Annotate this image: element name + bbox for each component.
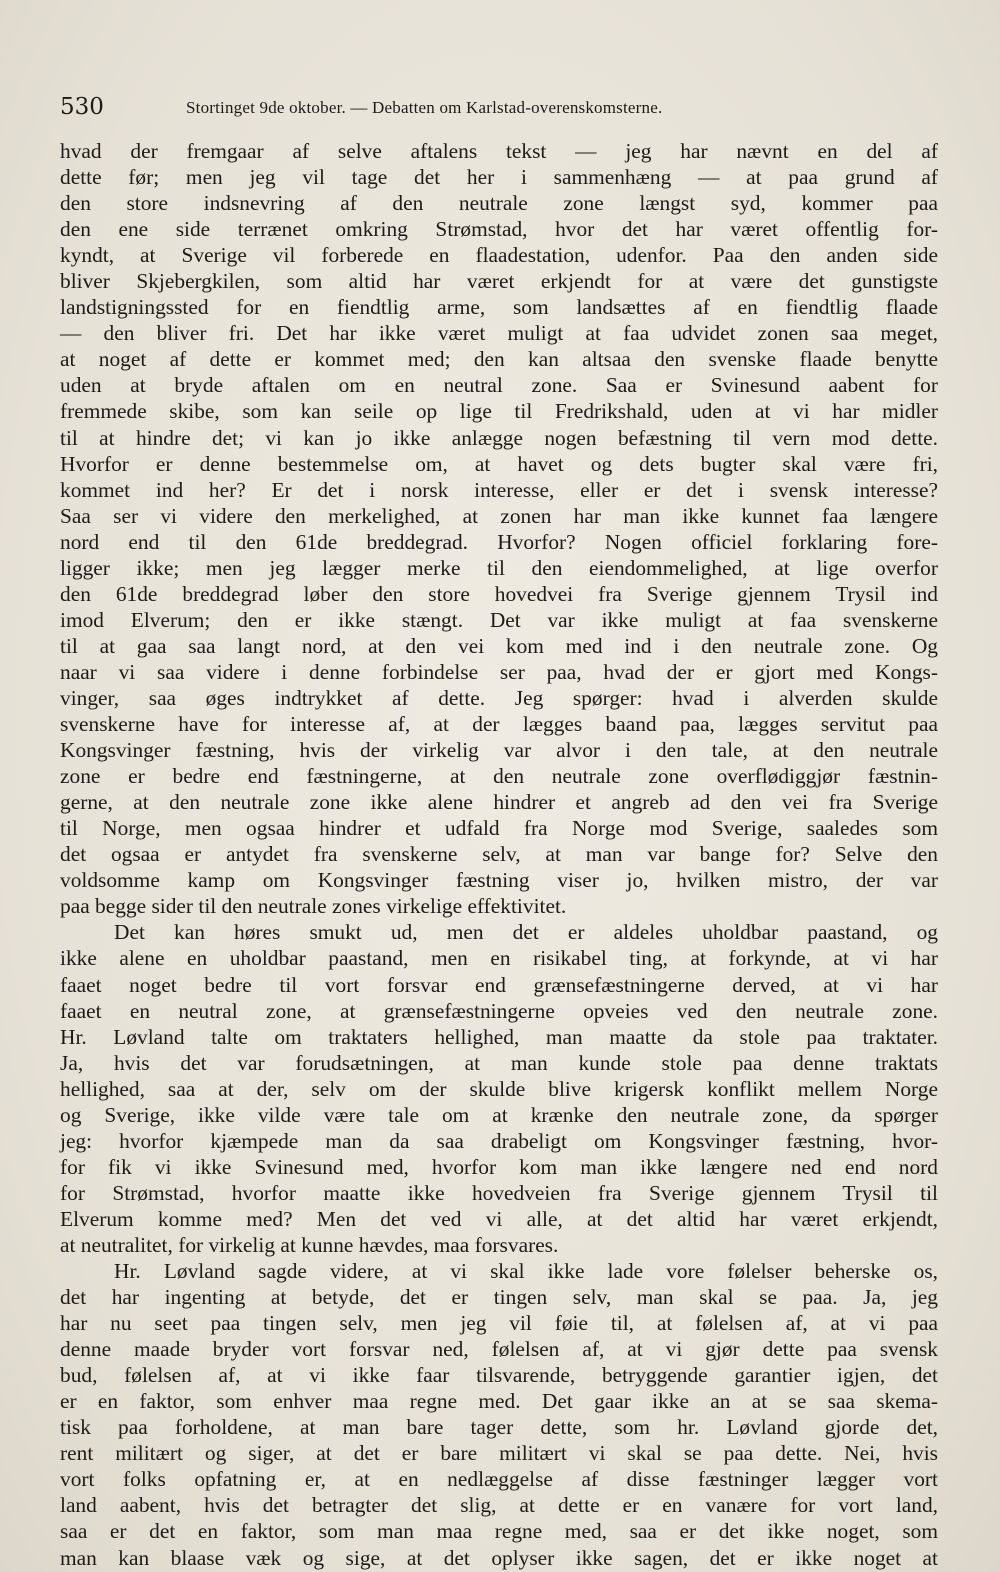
text-line: dette før; men jeg vil tage det her i sammenhæng — at paa grund af <box>60 165 938 190</box>
text-line: for fik vi ikke Svinesund med, hvorfor kom man ikke længere ned end nord <box>60 1154 938 1179</box>
text-line: svenskerne have for interesse af, at der lægges baand paa, lægges servitut paa <box>60 712 938 737</box>
text-line: til at hindre det; vi kan jo ikke anlægge nogen befæstning til vern mod dette. <box>60 425 938 450</box>
text-line: landstigningssted for en fiendtlig arme, som landsættes af en fiendtlig flaade <box>60 295 938 320</box>
text-line: for Strømstad, hvorfor maatte ikke hovedveien fra Sverige gjennem Trysil til <box>60 1180 938 1205</box>
text-line: det ogsaa er antydet fra svenskerne selv, at man var bange for? Selve den <box>60 842 938 867</box>
text-line: og Sverige, ikke vilde være tale om at krænke den neutrale zone, da spørger <box>60 1102 938 1127</box>
body-text <box>60 138 938 1571</box>
text-line: Elverum komme med? Men det ved vi alle, at det altid har været erkjendt, <box>60 1206 938 1231</box>
text-line: — den bliver fri. Det har ikke været muligt at faa udvidet zonen saa meget, <box>60 321 938 346</box>
text-line: Kongsvinger fæstning, hvis der virkelig var alvor i den tale, at den neutrale <box>60 738 938 763</box>
text-line: den ene side terrænet omkring Strømstad, hvor det har været offentlig for- <box>60 217 938 242</box>
text-line: saa er det en faktor, som man maa regne med, saa er det ikke noget, som <box>60 1519 938 1544</box>
text-line: bud, følelsen af, at vi ikke faar tilsvarende, betryggende garantier igjen, det <box>60 1363 938 1388</box>
text-line: at neutralitet, for virkelig at kunne hævdes, maa forsvares. <box>60 1232 559 1257</box>
text-line: Det kan høres smukt ud, men det er aldeles uholdbar paastand, og <box>114 920 938 945</box>
text-line: nord end til den 61de breddegrad. Hvorfor? Nogen officiel forklaring fore- <box>60 529 938 554</box>
text-line: Hvorfor er denne bestemmelse om, at havet og dets bugter skal være fri, <box>60 451 938 476</box>
text-line: vinger, saa øges indtrykket af dette. Jeg spørger: hvad i alverden skulde <box>60 685 938 710</box>
text-line: kommet ind her? Er det i norsk interesse, eller er det i svensk interesse? <box>60 477 938 502</box>
text-line: den store indsnevring af den neutrale zone længst syd, kommer paa <box>60 191 938 216</box>
text-line: zone er bedre end fæstningerne, at den neutrale zone overflødiggjør fæstnin- <box>60 764 938 789</box>
text-line: tisk paa forholdene, at man bare tager dette, som hr. Løvland gjorde det, <box>60 1415 938 1440</box>
text-line: paa begge sider til den neutrale zones virkelige effektivitet. <box>60 894 567 919</box>
text-line: har nu seet paa tingen selv, men jeg vil føie til, at følelsen af, at vi paa <box>60 1311 938 1336</box>
text-line: naar vi saa videre i denne forbindelse ser paa, hvad der er gjort med Kongs- <box>60 659 938 684</box>
text-line: jeg: hvorfor kjæmpede man da saa drabeligt om Kongsvinger fæstning, hvor- <box>60 1128 938 1153</box>
text-line: Ja, hvis det var forudsætningen, at man kunde stole paa denne traktats <box>60 1050 938 1075</box>
text-line: voldsomme kamp om Kongsvinger fæstning viser jo, hvilken mistro, der var <box>60 868 938 893</box>
text-line: hvad der fremgaar af selve aftalens tekst — jeg har nævnt en del af <box>60 139 938 163</box>
running-title: Stortinget 9de oktober. — Debatten om Karlstad-overenskomsterne. <box>186 98 663 117</box>
text-line: vort folks opfatning er, at en nedlæggelse af disse fæstninger lægger vort <box>60 1467 938 1492</box>
text-line: gerne, at den neutrale zone ikke alene hindrer et angreb ad den vei fra Sverige <box>60 790 938 815</box>
text-line: faaet en neutral zone, at grænsefæstningerne opveies ved den neutrale zone. <box>60 998 938 1023</box>
text-line: land aabent, hvis det betragter det slig, at dette er en vanære for vort land, <box>60 1493 938 1518</box>
text-line: hellighed, saa at der, selv om der skulde blive krigersk konflikt mellem Norge <box>60 1076 938 1101</box>
text-line: til Norge, men ogsaa hindrer et udfald fra Norge mod Sverige, saaledes som <box>60 816 938 841</box>
text-line: man kan blaase væk og sige, at det oplyser ikke sagen, det er ikke noget at <box>60 1545 938 1570</box>
text-line: ikke alene en uholdbar paastand, men en risikabel ting, at forkynde, at vi har <box>60 946 938 971</box>
text-line: denne maade bryder vort forsvar ned, følelsen af, at vi gjør dette paa svensk <box>60 1337 938 1362</box>
text-line: bliver Skjebergkilen, som altid har været erkjendt for at være det gunstigste <box>60 269 938 294</box>
text-line: den 61de breddegrad løber den store hovedvei fra Sverige gjennem Trysil ind <box>60 581 938 606</box>
running-header <box>60 92 940 122</box>
text-line: rent militært og siger, at det er bare militært vi skal se paa dette. Nei, hvis <box>60 1441 938 1466</box>
text-line: faaet noget bedre til vort forsvar end grænsefæstningerne derved, at vi har <box>60 972 938 997</box>
text-line: er en faktor, som enhver maa regne med. Det gaar ikke an at se saa skema- <box>60 1389 938 1414</box>
text-line: at noget af dette er kommet med; den kan altsaa den svenske flaade benytte <box>60 347 938 372</box>
page-number: 530 <box>60 94 104 120</box>
text-line: Hr. Løvland sagde videre, at vi skal ikke lade vore følelser beherske os, <box>114 1259 938 1284</box>
text-line: ligger ikke; men jeg lægger merke til den eiendommelighed, at lige overfor <box>60 555 938 580</box>
text-line: imod Elverum; den er ikke stængt. Det var ikke muligt at faa svenskerne <box>60 607 938 632</box>
text-line: Hr. Løvland talte om traktaters hellighed, man maatte da stole paa traktater. <box>60 1024 938 1049</box>
text-line: Saa ser vi videre den merkelighed, at zonen har man ikke kunnet faa længere <box>60 503 938 528</box>
text-line: kyndt, at Sverige vil forberede en flaadestation, udenfor. Paa den anden side <box>60 243 938 268</box>
text-line: fremmede skibe, som kan seile op lige til Fredrikshald, uden at vi har midler <box>60 399 938 424</box>
text-line: til at gaa saa langt nord, at den vei kom med ind i den neutrale zone. Og <box>60 633 938 658</box>
text-line: uden at bryde aftalen om en neutral zone. Saa er Svinesund aabent for <box>60 373 938 398</box>
text-line: det har ingenting at betyde, det er tingen selv, man skal se paa. Ja, jeg <box>60 1285 938 1310</box>
